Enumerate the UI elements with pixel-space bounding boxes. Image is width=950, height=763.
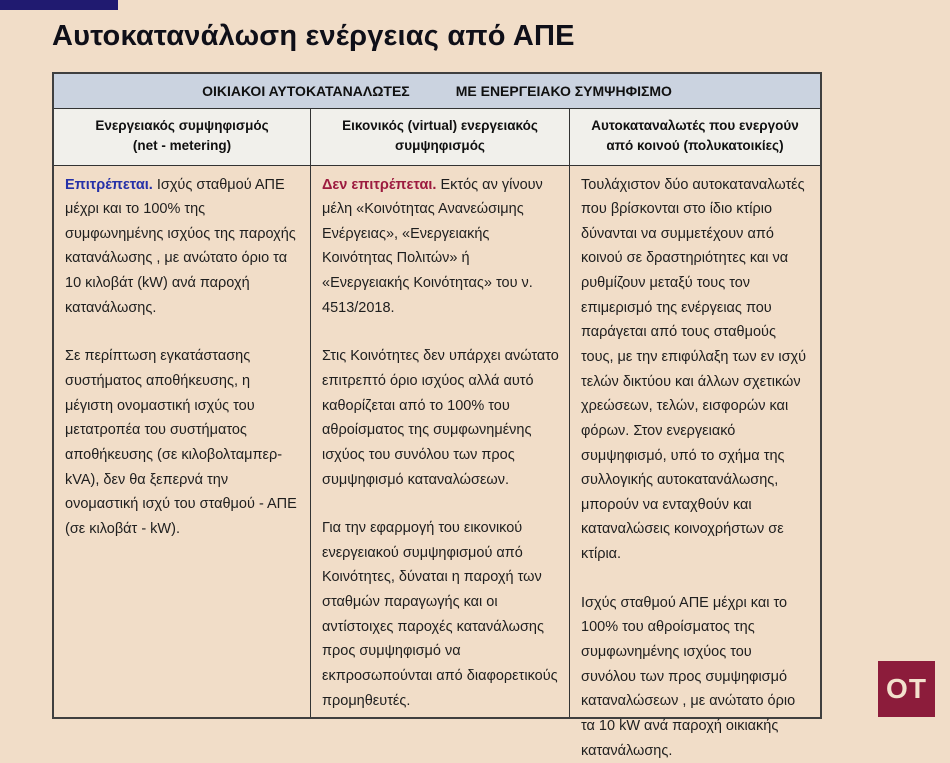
- column-header-virtual-netting: [310, 109, 569, 166]
- column-header-line: Εικονικός (virtual) ενεργειακός: [342, 118, 538, 133]
- paragraph: Τουλάχιστον δύο αυτοκαταναλωτές που βρίσκονται στο ίδιο κτίριο δύνανται να συμμετέχουν από κοινού σε δραστηριότητες και να ρυθμίζουν μεταξύ τους τον επιμερισμό της ενέργειας που παράγεται από τους σταθμούς τους, με την επιφύλαξη των εν ισχύ τελών δικτύου και άλλων σχετικών χρεώσεων, τελών, εισφορών και φόρων. Στον ενεργειακό συμψηφισμό, υπό το σχήμα της συλλογικής αυτοκατανάλωσης, μπορούν να ενταχθούν και καταναλώσεις κοινοχρήστων σε κτίρια.: [581, 176, 807, 563]
- ot-logo-text: OT: [886, 673, 927, 704]
- paragraph: Ισχύς σταθμού ΑΠΕ μέχρι και το 100% του αθροίσματος της συμφωνημένης ισχύος του συνόλου των προς συμψηφισμό καταναλώσεων , με ανώτατο όριο τα 10 kW ανά παροχή οικιακής κατανάλωσης.: [581, 594, 796, 759]
- column-header-line: (net - metering): [132, 138, 232, 154]
- verdict-not-allowed: Δεν επιτρέπεται.: [322, 176, 437, 193]
- verdict-allowed: Επιτρέπεται.: [65, 176, 153, 193]
- column-header-line: συμψηφισμός: [395, 138, 485, 154]
- paragraph: Σε περίπτωση εγκατάστασης συστήματος αποθήκευσης, η μέγιστη ονομαστική ισχύς του μετατροπέα του συστήματος αποθήκευσης (σε κιλοβολταμπερ-kVA), δεν θα ξεπερνά την ονομαστική ισχύ του σταθμού - ΑΠΕ (σε κιλοβάτ - kW).: [65, 348, 297, 537]
- column-header-line: Αυτοκαταναλωτές που ενεργούν: [591, 118, 799, 133]
- self-consumption-table: [52, 72, 822, 759]
- paragraph: Στις Κοινότητες δεν υπάρχει ανώτατο επιτρεπτό όριο ισχύος αλλά αυτό καθορίζεται από το 100% του αθροίσματος της συμφωνημένης ισχύος του συνόλου των προς συμψηφισμό καταναλώσεων.: [322, 348, 559, 488]
- paragraph: [322, 173, 559, 321]
- accent-bar: [0, 0, 118, 10]
- page-title: Αυτοκατανάλωση ενέργειας από ΑΠΕ: [52, 20, 575, 52]
- merged-header-left: ΟΙΚΙΑΚΟΙ ΑΥΤΟΚΑΤΑΝΑΛΩΤΕΣ: [202, 83, 410, 99]
- table-body-row: [54, 166, 820, 759]
- paragraph: Για την εφαρμογή του εικονικού ενεργειακού συμψηφισμού από Κοινότητες, δύναται η παροχή των σταθμών παραγωγής και οι αντίστοιχες παροχές κατανάλωσης προς συμψηφισμό να εκπροσωπούνται από διαφορετικούς προμηθευτές.: [322, 520, 558, 709]
- cell-virtual-netting: [310, 166, 569, 717]
- column-header-line: Ενεργειακός συμψηφισμός: [95, 118, 269, 133]
- ot-logo: [878, 661, 935, 717]
- table-subheader-row: [54, 109, 820, 166]
- table-merged-header: [54, 74, 820, 109]
- cell-jointly-acting: [569, 166, 820, 759]
- column-header-net-metering: [54, 109, 310, 166]
- column-header-jointly-acting: [569, 109, 820, 166]
- paragraph: [65, 173, 300, 321]
- paragraph-text: Ισχύς σταθμού ΑΠΕ μέχρι και το 100% της συμφωνημένης ισχύος της παροχής κατανάλωσης , με ανώτατο όριο τα 10 κιλοβάτ (kW) ανά παροχή κατανάλωσης.: [65, 176, 296, 316]
- column-header-line: από κοινού (πολυκατοικίες): [606, 138, 784, 154]
- paragraph-text: Εκτός αν γίνουν μέλη «Κοινότητας Ανανεώσιμης Ενέργειας», «Ενεργειακής Κοινότητας Πολιτών» ή «Ενεργειακής Κοινότητας» του ν. 4513/2018.: [322, 176, 543, 316]
- merged-header-right: ΜΕ ΕΝΕΡΓΕΙΑΚΟ ΣΥΜΨΗΦΙΣΜΟ: [455, 83, 672, 99]
- cell-net-metering: [54, 166, 310, 717]
